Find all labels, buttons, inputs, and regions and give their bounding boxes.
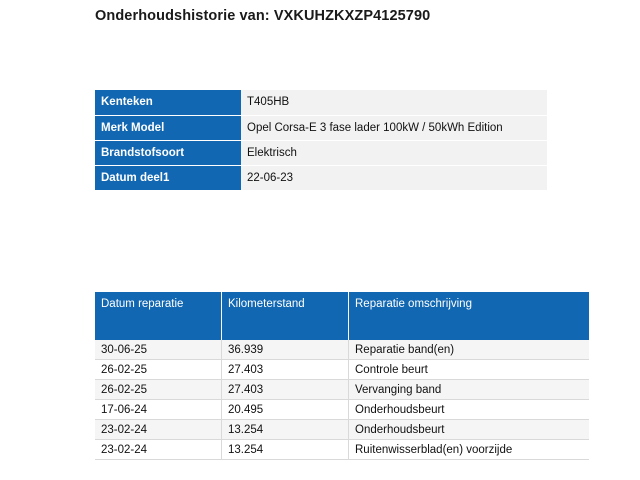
table-row xyxy=(95,115,547,140)
info-label-brandstofsoort: Brandstofsoort xyxy=(95,140,241,165)
table-row xyxy=(95,165,547,190)
cell-description: Onderhoudsbeurt xyxy=(349,400,590,420)
info-value-brandstofsoort: Elektrisch xyxy=(241,140,547,165)
cell-date: 30-06-25 xyxy=(95,340,222,360)
table-row xyxy=(95,340,589,360)
cell-km: 27.403 xyxy=(222,380,349,400)
cell-km: 20.495 xyxy=(222,400,349,420)
vehicle-info-table xyxy=(95,90,547,191)
cell-date: 26-02-25 xyxy=(95,360,222,380)
cell-km: 13.254 xyxy=(222,440,349,460)
info-label-kenteken: Kenteken xyxy=(95,90,241,115)
cell-description: Controle beurt xyxy=(349,360,590,380)
table-row xyxy=(95,440,589,460)
page-title: Onderhoudshistorie van: VXKUHZKXZP4125790 xyxy=(95,8,431,24)
cell-km: 36.939 xyxy=(222,340,349,360)
table-row xyxy=(95,360,589,380)
column-header-kilometerstand: Kilometerstand xyxy=(222,292,349,340)
table-row xyxy=(95,380,589,400)
table-row xyxy=(95,90,547,115)
column-header-reparatie-omschrijving: Reparatie omschrijving xyxy=(349,292,590,340)
cell-km: 13.254 xyxy=(222,420,349,440)
cell-description: Vervanging band xyxy=(349,380,590,400)
info-value-datum-deel1: 22-06-23 xyxy=(241,165,547,190)
table-row xyxy=(95,420,589,440)
table-header-row xyxy=(95,292,589,340)
table-row xyxy=(95,140,547,165)
column-header-datum-reparatie: Datum reparatie xyxy=(95,292,222,340)
cell-date: 23-02-24 xyxy=(95,440,222,460)
info-label-datum-deel1: Datum deel1 xyxy=(95,165,241,190)
info-value-kenteken: T405HB xyxy=(241,90,547,115)
cell-description: Ruitenwisserblad(en) voorzijde xyxy=(349,440,590,460)
cell-description: Reparatie band(en) xyxy=(349,340,590,360)
table-row xyxy=(95,400,589,420)
maintenance-history-table xyxy=(95,292,589,460)
cell-km: 27.403 xyxy=(222,360,349,380)
info-value-merk-model: Opel Corsa-E 3 fase lader 100kW / 50kWh Edition xyxy=(241,115,547,140)
cell-description: Onderhoudsbeurt xyxy=(349,420,590,440)
cell-date: 23-02-24 xyxy=(95,420,222,440)
info-label-merk-model: Merk Model xyxy=(95,115,241,140)
cell-date: 17-06-24 xyxy=(95,400,222,420)
cell-date: 26-02-25 xyxy=(95,380,222,400)
